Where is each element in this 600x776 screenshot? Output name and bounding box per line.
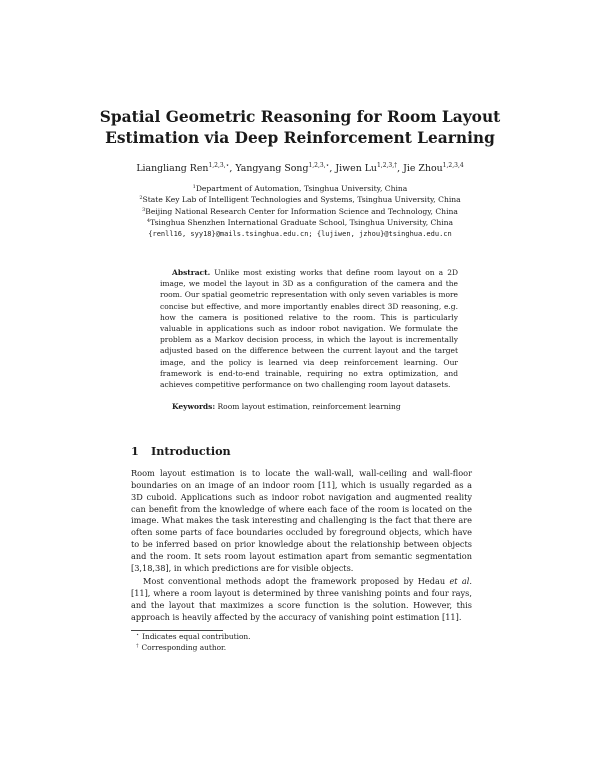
affiliation-text: State Key Lab of Intelligent Technologies and Systems, Tsinghua University, China bbox=[142, 195, 461, 205]
footnote-mark: ⋆ bbox=[136, 632, 140, 638]
affiliation-list bbox=[60, 183, 540, 240]
abstract-label: Abstract. bbox=[172, 268, 211, 277]
paper-title bbox=[60, 107, 540, 149]
para2-etal: et al. bbox=[449, 576, 472, 586]
affiliation bbox=[60, 183, 540, 194]
keywords-text: Room layout estimation, reinforcement learning bbox=[217, 402, 401, 411]
affiliation-mark: 2 bbox=[139, 195, 143, 202]
title-line-1: Spatial Geometric Reasoning for Room Layout bbox=[99, 108, 501, 126]
author-emails: {renll16, syy18}@mails.tsinghua.edu.cn; {lujiwen, jzhou}@tsinghua.edu.cn bbox=[148, 229, 452, 238]
author-marks: 1,2,3,4 bbox=[442, 162, 464, 169]
affiliation bbox=[60, 217, 540, 228]
author-name: Liangliang Ren bbox=[136, 163, 209, 174]
footnote-text: Corresponding author. bbox=[141, 643, 227, 652]
affiliation-text: Department of Automation, Tsinghua University, China bbox=[195, 184, 408, 193]
affiliation-mark: 1 bbox=[192, 184, 196, 190]
footnote-text: Indicates equal contribution. bbox=[142, 632, 251, 641]
author-marks: 1,2,3,⋆ bbox=[208, 162, 230, 169]
author-list: Liangliang Ren$^{1,2,3,⋆}$, Yangyang Song$^{1,2,3,⋆}$, Jiwen $Lu^{1,2,3,\dagger}$, Jie Zhou$^{1,2,3,4}$ bbox=[136, 162, 464, 174]
author-name: Jiwen Lu bbox=[335, 163, 377, 174]
author-name: Jie Zhou bbox=[403, 163, 443, 174]
keywords-label: Keywords: bbox=[172, 402, 216, 411]
title-line-2: Estimation via Deep Reinforcement Learning bbox=[105, 129, 495, 147]
author-name: Yangyang Song bbox=[235, 163, 309, 174]
body-paragraph-1: Room layout estimation is to locate the wall-wall, wall-ceiling and wall-floor boundaries on an image of an indoor room [11], which is usually regarded as a 3D cuboid. Applications such as indoor robot navigation and augmented reality can benefit from the knowledge of where each face of the room is located on the image. What makes the task interesting and challenging is the fact that there are often some parts of face boundaries occluded by foreground objects, which have to be inferred based on prior knowledge about the relationship between objects and the room. It sets room layout estimation apart from semantic segmentation [3,18,38], in which predictions are for visible objects. bbox=[131, 468, 472, 573]
affiliation bbox=[60, 194, 540, 205]
author-marks: 1,2,3,⋆ bbox=[308, 162, 330, 169]
footnote bbox=[136, 643, 226, 653]
affiliation-text: Beijing National Research Center for Information Science and Technology, China bbox=[145, 206, 458, 216]
section-heading bbox=[131, 444, 231, 458]
section-title: Introduction bbox=[151, 444, 231, 458]
para2-rest: [11], where a room layout is determined by three vanishing points and four rays, and the layout that maximizes a score function is the solution. However, this approach is heavily affected by the accuracy of vanishing point estimation [11]. bbox=[131, 587, 472, 622]
abstract-text: Unlike most existing works that define room layout on a 2D image, we model the layout in 3D as a configuration of the camera and the room. Our spatial geometric representation with only seven variables is more concise but effective, and more importantly enables direct 3D reasoning, e.g. how the camera is positioned relative to the room. This is particularly valuable in applications such as indoor robot navigation. We formulate the problem as a Markov decision process, in which the layout is incrementally adjusted based on the difference between the current layout and the target image, and the policy is learned via deep reinforcement learning. Our framework is end-to-end trainable, requiring no extra optimization, and achieves competitive performance on two challenging room layout datasets. bbox=[160, 268, 458, 390]
affiliation-mark: 4 bbox=[146, 218, 151, 225]
author-marks: 1,2,3,† bbox=[376, 162, 398, 169]
affiliation-text: Tsinghua Shenzhen International Graduate School, Tsinghua University, China bbox=[150, 218, 454, 228]
footnote-rule bbox=[131, 630, 223, 631]
footnote-mark: † bbox=[136, 643, 139, 649]
section-number: 1 bbox=[131, 444, 139, 458]
keywords bbox=[160, 401, 458, 412]
footnote bbox=[136, 632, 251, 642]
para2-start: Most conventional methods adopt the framework proposed by Hedau bbox=[143, 576, 450, 586]
affiliation-mark: 3 bbox=[142, 206, 146, 213]
body-paragraph-2 bbox=[131, 576, 472, 623]
abstract bbox=[160, 267, 458, 390]
affiliation bbox=[60, 206, 540, 217]
